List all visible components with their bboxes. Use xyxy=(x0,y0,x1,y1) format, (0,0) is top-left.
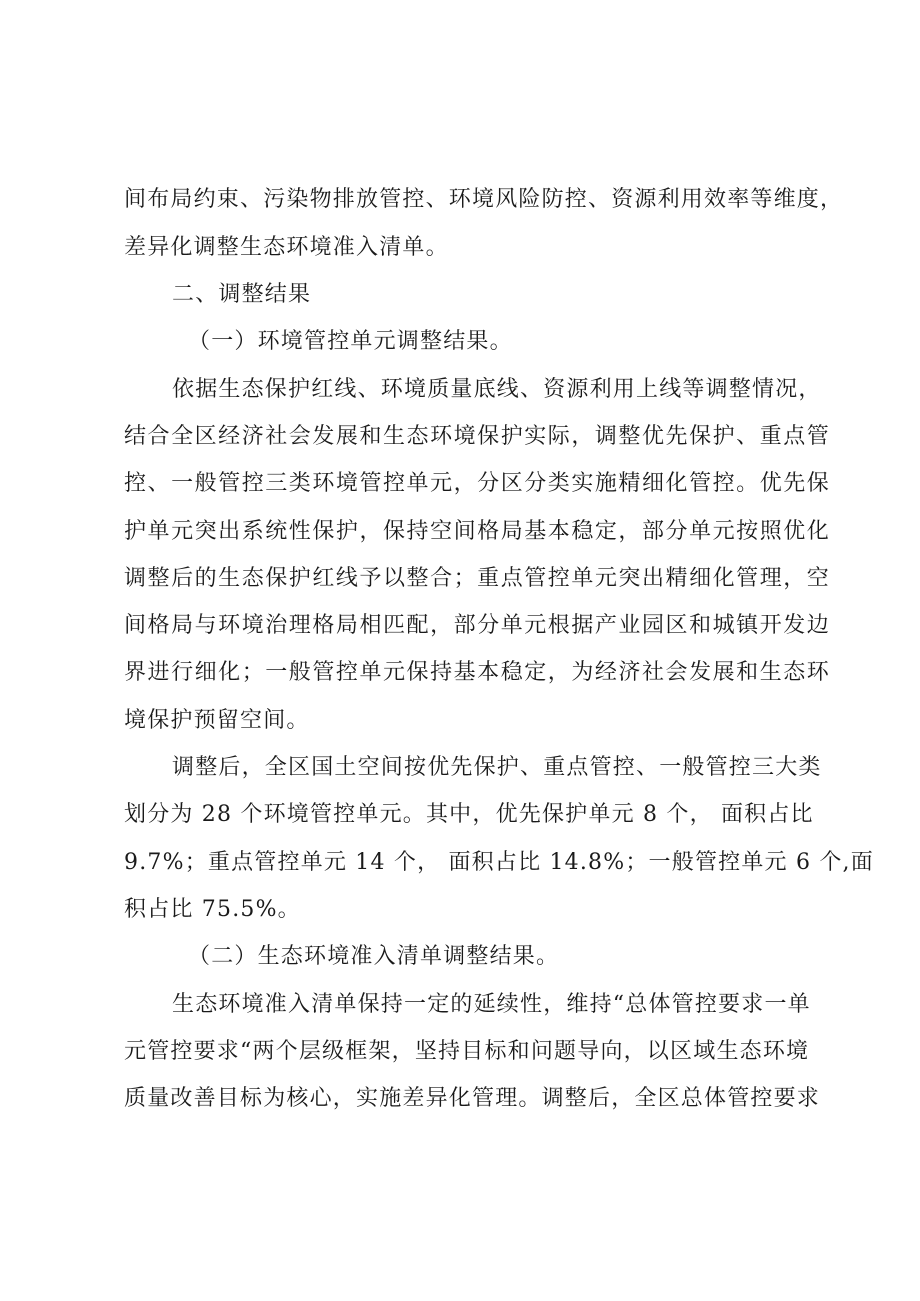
text-line: 元管控要求“两个层级框架，坚持目标和问题导向，以区域生态环境 xyxy=(124,1039,810,1064)
text-line: 间布局约束、污染物排放管控、环境风险防控、资源利用效率等维度， xyxy=(124,187,844,212)
text-line: 9.7%；重点管控单元 14 个， 面积占比 14.8%；一般管控单元 6 个,面 xyxy=(124,850,874,875)
text-line: 划分为 28 个环境管控单元。其中，优先保护单元 8 个， 面积占比 xyxy=(124,802,814,827)
text-line: 依据生态保护红线、环境质量底线、资源利用上线等调整情况， xyxy=(172,377,822,402)
text-line: 质量改善目标为核心，实施差异化管理。调整后，全区总体管控要求 xyxy=(124,1086,821,1111)
text-line: 间格局与环境治理格局相匹配，部分单元根据产业园区和城镇开发边 xyxy=(124,613,830,638)
text-line: 控、一般管控三类环境管控单元，分区分类实施精细化管控。优先保 xyxy=(124,471,830,496)
text-line: 调整后，全区国土空间按优先保护、重点管控、一般管控三大类 xyxy=(172,755,822,780)
text-line: 境保护预留空间。 xyxy=(124,708,310,733)
section-heading: 二、调整结果 xyxy=(172,282,312,307)
text-line: 调整后的生态保护红线予以整合；重点管控单元突出精细化管理，空 xyxy=(124,566,830,591)
text-line: 结合全区经济社会发展和生态环境保护实际，调整优先保护、重点管 xyxy=(124,424,830,449)
subsection-heading: （二）生态环境准入清单调整结果。 xyxy=(188,944,560,969)
text-line: 差异化调整生态环境准入清单。 xyxy=(124,235,449,260)
text-line: 护单元突出系统性保护，保持空间格局基本稳定，部分单元按照优化 xyxy=(124,519,830,544)
text-line: 生态环境准入清单保持一定的延续性，维持“总体管控要求一单 xyxy=(172,992,811,1017)
text-line: 界进行细化；一般管控单元保持基本稳定，为经济社会发展和生态环 xyxy=(124,660,830,685)
subsection-heading: （一）环境管控单元调整结果。 xyxy=(188,329,513,354)
text-line: 积占比 75.5%。 xyxy=(124,897,301,922)
